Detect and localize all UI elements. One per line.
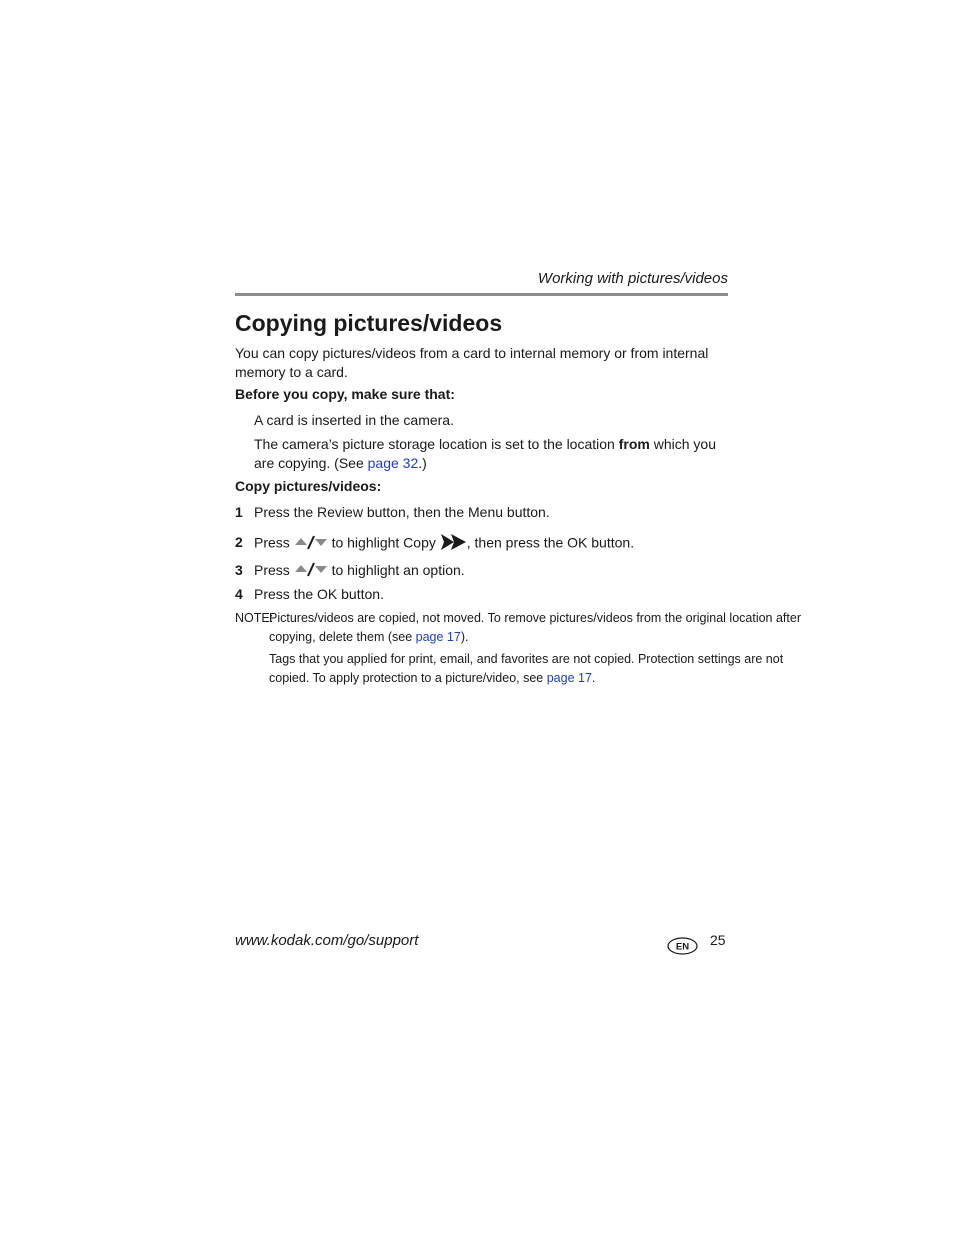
step-text-then: , then press the OK button. [466,534,635,551]
note-p1-line2 [269,628,801,647]
step-text: Press the Review button, then the Menu button. [254,504,550,520]
step-4 [235,585,728,603]
step-content [254,561,465,581]
up-down-arrow-icon [294,561,328,581]
step-2 [235,533,728,555]
note-p1-line1: Pictures/videos are copied, not moved. To remove pictures/videos from the original location after [269,611,801,625]
link-page-17[interactable]: page 17 [415,629,461,644]
note-paragraph-2 [269,650,783,687]
before-heading: Before you copy, make sure that: [235,386,455,402]
bullet-text-a: The camera’s picture storage location is set to the location [254,436,619,452]
note-p2-end: . [591,670,596,685]
page-title: Copying pictures/videos [235,310,503,336]
step-text-highlight-option: to highlight an option. [331,562,465,578]
link-page-17[interactable]: page 17 [546,670,592,685]
up-down-arrow-icon [294,534,328,554]
intro-paragraph: You can copy pictures/videos from a card to internal memory or from internal memory to a card. [235,345,709,380]
bullet-bold-from: from [618,436,650,452]
note-p1-end: ). [460,629,469,644]
bullet-text-c: .) [418,454,427,471]
language-badge-text: EN [675,941,690,953]
header-rule [235,293,728,296]
note-label: NOTE: [235,611,274,625]
step-3 [235,561,728,581]
note-p2-line1: Tags that you applied for print, email, and favorites are not copied. Protection settings are not [269,652,784,666]
copy-double-chevron-icon [440,533,467,555]
note-p1-text: copying, delete them (see [269,629,416,644]
note-p2-text: copied. To apply protection to a picture/video, see [269,670,547,685]
running-head: Working with pictures/videos [537,270,728,287]
language-badge [667,937,698,960]
step-number: 3 [235,562,243,578]
step-text: Press the OK button. [254,586,384,602]
link-page-32[interactable]: page 32 [367,454,419,471]
procedure-heading: Copy pictures/videos: [235,478,382,494]
step-text-highlight-copy: to highlight Copy [331,534,436,551]
step-number: 1 [235,504,243,520]
step-number: 2 [235,534,243,550]
step-number: 4 [235,586,243,602]
page-number: 25 [710,932,726,948]
step-text-press: Press [254,534,290,551]
note-p2-line2 [269,669,783,688]
bullet-card-inserted: A card is inserted in the camera. [254,412,454,428]
step-text-press: Press [254,562,290,578]
step-content [254,533,634,555]
note-paragraph-1 [269,609,801,646]
step-1 [235,503,728,521]
bullet-storage-location [254,435,728,472]
bullet-text-b: which you are copying. (See [254,436,716,471]
footer-url[interactable]: www.kodak.com/go/support [235,932,419,949]
